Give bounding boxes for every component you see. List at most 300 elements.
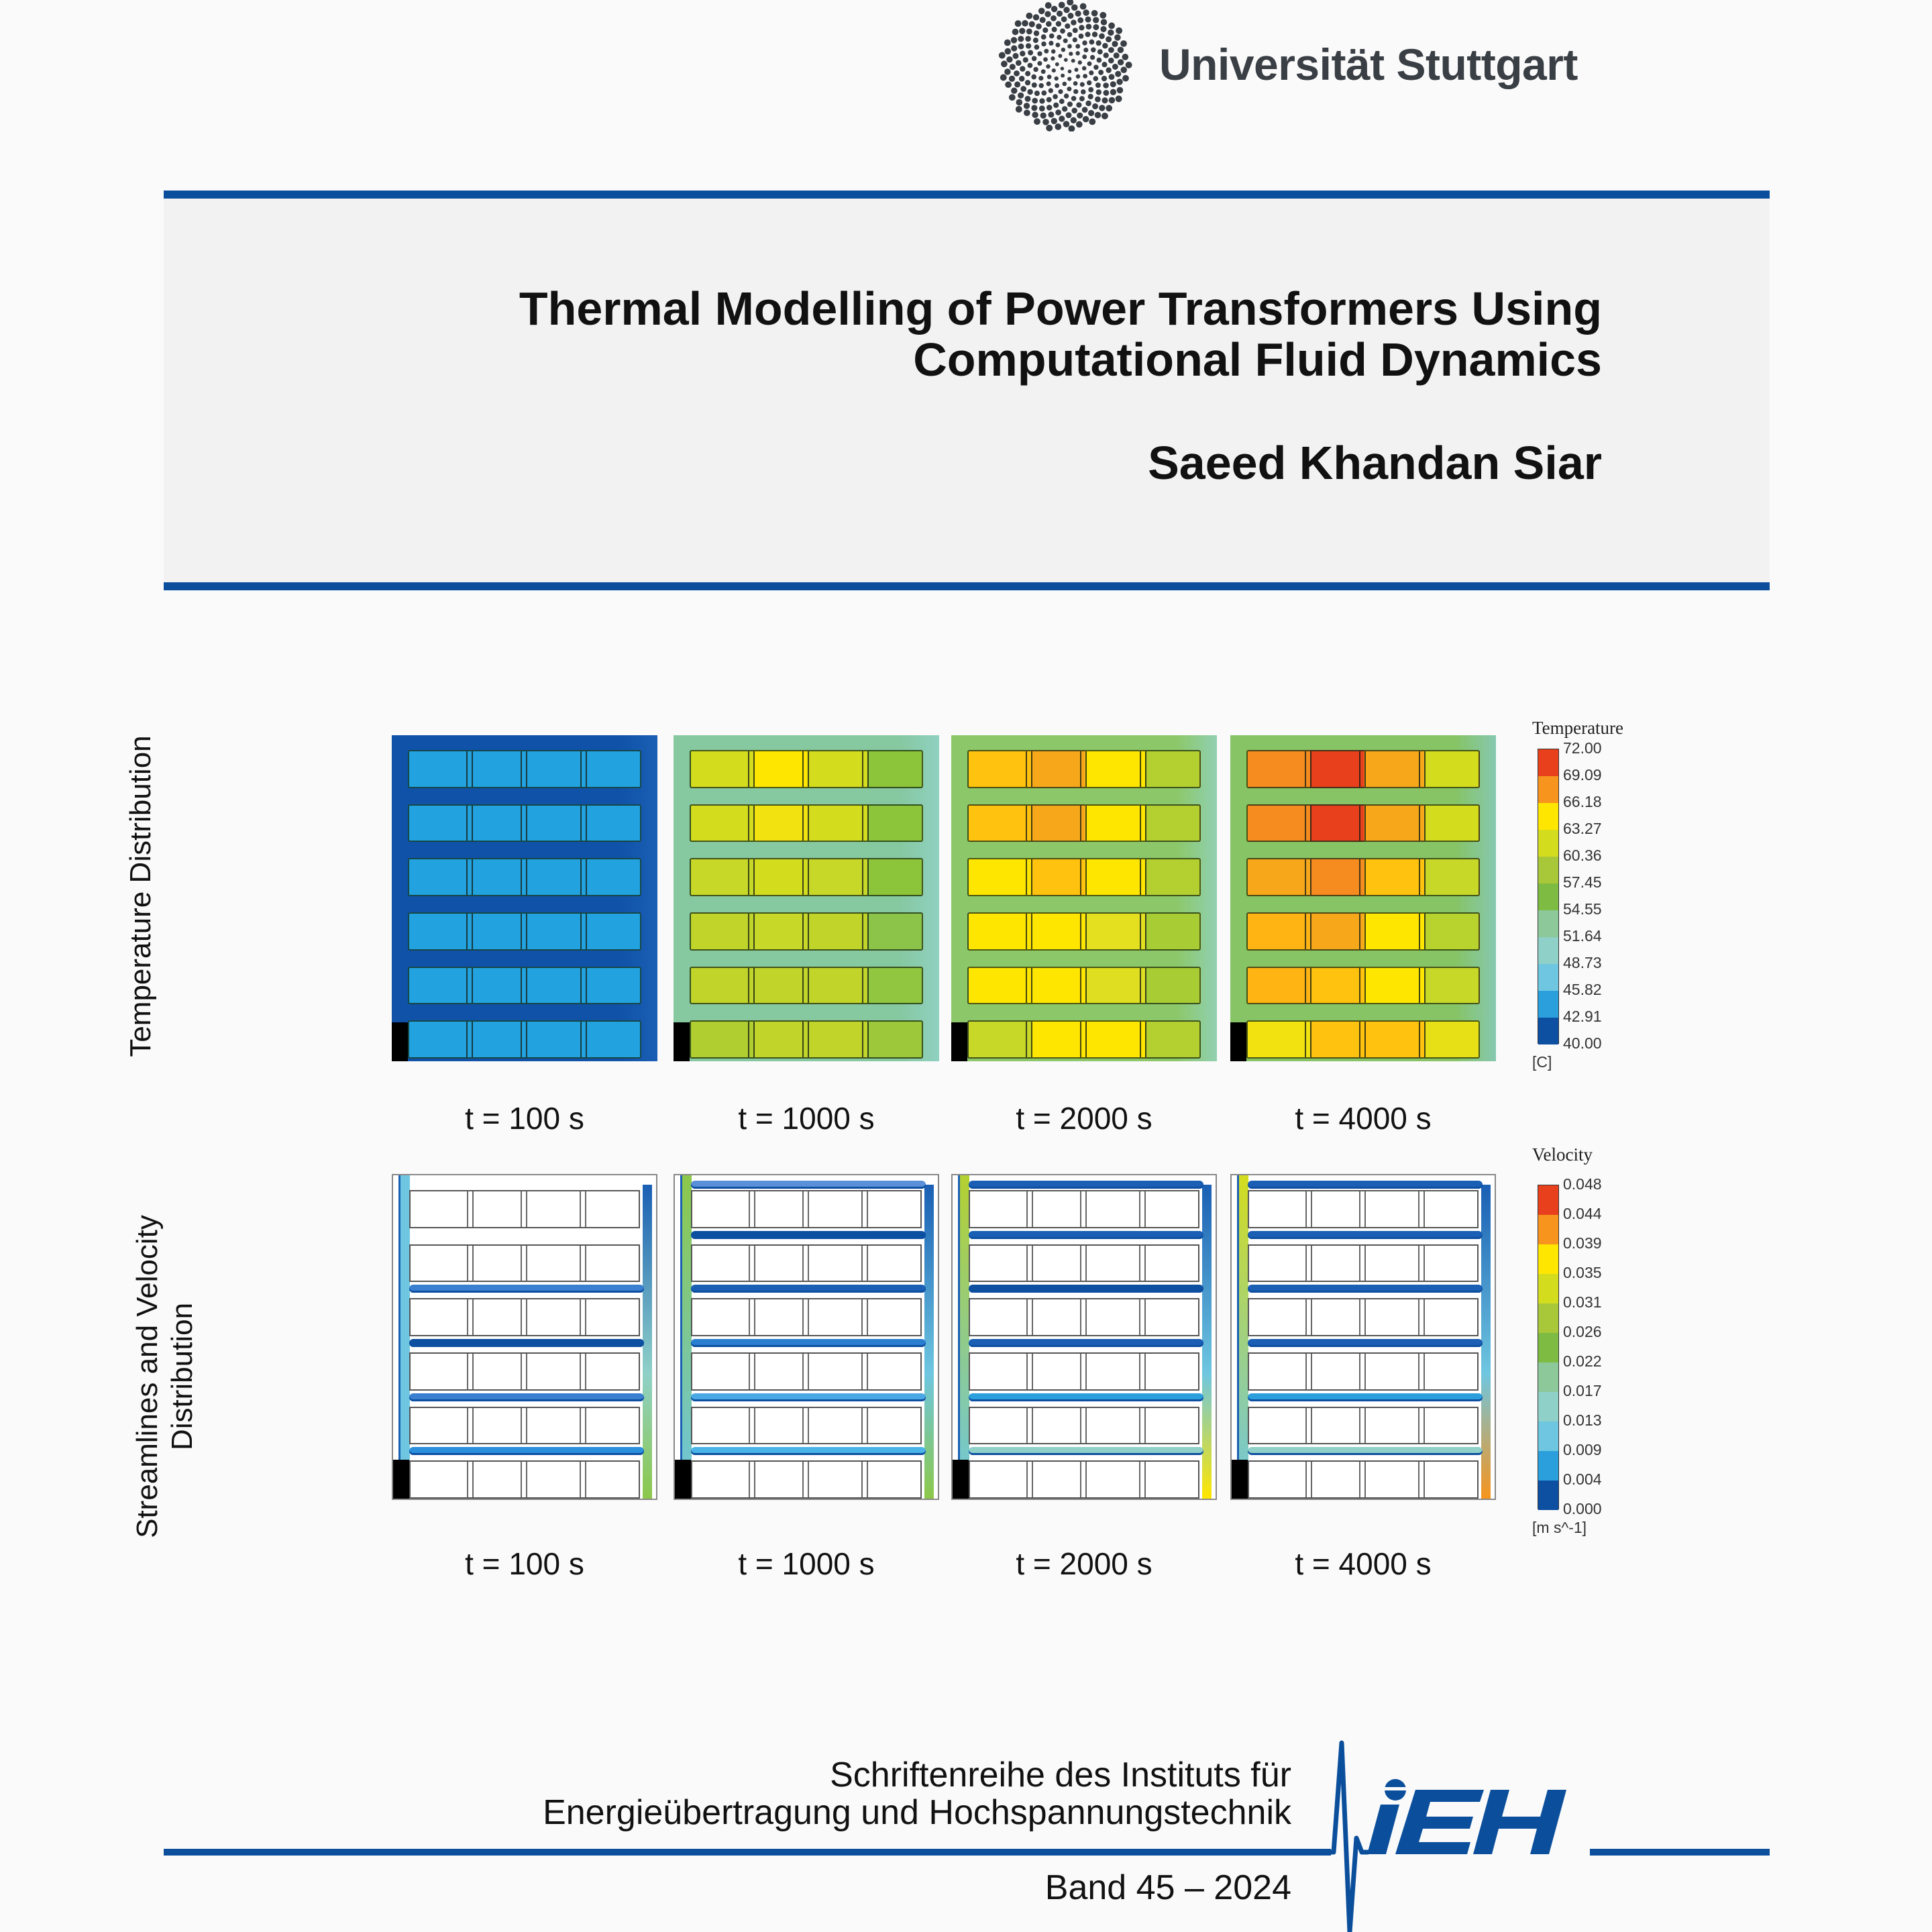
conductor-divider [1085, 1191, 1087, 1227]
winding-disc [409, 1244, 640, 1283]
conductor-divider [867, 1299, 868, 1335]
winding-disc [691, 1460, 922, 1499]
conductor-divider [580, 1354, 581, 1389]
winding-disc [691, 1190, 922, 1228]
conductor-divider [1085, 1299, 1087, 1335]
conductor-divider [808, 1299, 809, 1335]
conductor-divider [802, 1299, 804, 1335]
conductor-divider [1032, 1299, 1033, 1335]
conductor-divider [521, 914, 522, 949]
conductor-divider [1085, 1462, 1087, 1497]
colorbar-segment [1538, 937, 1558, 964]
conductor-divider [1359, 1408, 1360, 1444]
conductor-divider [586, 751, 587, 787]
colorbar-tick-label: 0.022 [1563, 1352, 1602, 1370]
conductor-divider [808, 968, 809, 1004]
conductor-divider [1031, 859, 1032, 895]
conductor-divider [1032, 1246, 1033, 1281]
conductor-divider [1424, 751, 1426, 787]
series-line-1: Schriftenreihe des Instituts für [830, 1756, 1291, 1794]
author-name: Saeed Khandan Siar [1148, 437, 1602, 489]
conductor-divider [521, 751, 522, 787]
time-label: t = 1000 s [738, 1546, 875, 1581]
conductor-divider [1419, 1022, 1420, 1057]
conductor-divider [862, 1022, 863, 1057]
colorbar-segment [1538, 1244, 1558, 1274]
time-label: t = 2000 s [1016, 1101, 1152, 1136]
winding-disc [408, 912, 641, 951]
conductor-divider [521, 1408, 522, 1444]
conductor-divider [1144, 1246, 1146, 1281]
conductor-divider [472, 1462, 474, 1497]
conductor-divider [1359, 751, 1360, 787]
conductor-divider [1080, 859, 1081, 895]
conductor-divider [1026, 1299, 1028, 1335]
conductor-divider [1080, 806, 1081, 841]
winding-disc [967, 858, 1201, 896]
conductor-divider [1419, 859, 1420, 895]
conductor-divider [1311, 1246, 1312, 1281]
colorbar-segment [1538, 1362, 1558, 1392]
colorbar-segment [1538, 1274, 1558, 1303]
conductor-divider [466, 859, 468, 895]
conductor-divider [1145, 914, 1146, 949]
conductor-divider [808, 914, 809, 949]
conductor-divider [1026, 968, 1027, 1004]
radial-duct-flow [409, 1285, 644, 1293]
conductor-divider [748, 859, 749, 895]
conductor-divider [867, 914, 869, 949]
conductor-divider [748, 806, 749, 841]
conductor-divider [580, 1408, 581, 1444]
conductor-divider [808, 1191, 809, 1227]
conductor-divider [1145, 859, 1146, 895]
conductor-divider [585, 1191, 586, 1227]
conductor-divider [1311, 1354, 1312, 1389]
conductor-divider [1419, 806, 1420, 841]
conductor-divider [1085, 914, 1087, 949]
conductor-divider [1424, 968, 1426, 1004]
colorbar-segment [1538, 1421, 1558, 1451]
conductor-divider [1031, 751, 1032, 787]
winding-disc [1248, 1190, 1479, 1228]
conductor-divider [526, 806, 527, 841]
winding-disc [969, 1460, 1199, 1499]
conductor-divider [472, 1246, 474, 1281]
conductor-divider [861, 1462, 863, 1497]
conductor-divider [467, 1462, 468, 1497]
conductor-divider [1080, 1408, 1081, 1444]
colorbar-segment [1538, 776, 1558, 803]
conductor-divider [1310, 806, 1311, 841]
conductor-divider [802, 1462, 804, 1497]
conductor-divider [521, 968, 522, 1004]
winding-disc [1248, 1407, 1479, 1445]
conductor-divider [521, 1462, 522, 1497]
conductor-divider [808, 1408, 809, 1444]
radial-duct-flow [1248, 1447, 1483, 1455]
colorbar-segment [1538, 1303, 1558, 1333]
conductor-divider [861, 1191, 863, 1227]
conductor-divider [861, 1354, 863, 1389]
conductor-divider [749, 1299, 750, 1335]
row-label-temperature: Temperature Distribution [124, 735, 157, 1057]
winding-disc [967, 804, 1201, 843]
conductor-divider [1085, 1246, 1087, 1281]
radial-duct-flow [691, 1339, 926, 1347]
conductor-divider [1144, 1462, 1146, 1497]
conductor-divider [1310, 859, 1311, 895]
colorbar-segment [1538, 830, 1558, 857]
conductor-divider [1026, 1354, 1028, 1389]
winding-disc [409, 1298, 640, 1336]
conductor-divider [1305, 859, 1306, 895]
conductor-divider [753, 859, 755, 895]
conductor-divider [586, 914, 587, 949]
conductor-divider [466, 914, 468, 949]
conductor-divider [1364, 1408, 1366, 1444]
conductor-divider [1145, 751, 1146, 787]
conductor-divider [748, 751, 749, 787]
conductor-divider [521, 1354, 522, 1389]
colorbar-tick-label: 0.004 [1563, 1470, 1602, 1488]
colorbar-segment [1538, 803, 1558, 830]
conductor-divider [754, 1299, 755, 1335]
radial-duct-flow [691, 1181, 926, 1189]
conductor-divider [1080, 1462, 1081, 1497]
conductor-divider [862, 914, 863, 949]
colorbar-tick-label: 0.048 [1563, 1175, 1602, 1193]
winding-disc [969, 1352, 1199, 1391]
winding-disc [1248, 1460, 1479, 1499]
radial-duct-flow [969, 1447, 1203, 1455]
conductor-divider [808, 1354, 809, 1389]
conductor-divider [753, 968, 755, 1004]
conductor-divider [1424, 1299, 1425, 1335]
conductor-divider [808, 806, 809, 841]
legend-title: Velocity [1532, 1144, 1593, 1165]
book-title [519, 283, 1602, 385]
conductor-divider [808, 1246, 809, 1281]
conductor-divider [586, 806, 587, 841]
row-label-velocity-line-1: Streamlines and Velocity [131, 1215, 164, 1538]
colorbar-tick-label: 40.00 [1563, 1034, 1602, 1052]
conductor-divider [753, 806, 755, 841]
conductor-divider [466, 1022, 468, 1057]
radial-duct-flow [969, 1231, 1203, 1239]
inlet-block [392, 1022, 408, 1061]
conductor-divider [1031, 1022, 1032, 1057]
winding-disc [967, 967, 1201, 1005]
conductor-divider [1419, 751, 1420, 787]
conductor-divider [867, 968, 869, 1004]
winding-disc [408, 967, 641, 1005]
conductor-divider [1424, 1462, 1425, 1497]
conductor-divider [1140, 914, 1141, 949]
time-label: t = 4000 s [1295, 1101, 1432, 1136]
winding-disc [1246, 804, 1480, 843]
conductor-divider [1424, 1191, 1425, 1227]
colorbar-tick-label: 0.017 [1563, 1382, 1602, 1399]
conductor-divider [1145, 806, 1146, 841]
conductor-divider [749, 1408, 750, 1444]
conductor-divider [1310, 1022, 1311, 1057]
conductor-divider [802, 1022, 804, 1057]
conductor-divider [472, 1299, 474, 1335]
conductor-divider [1418, 1354, 1419, 1389]
conductor-divider [1418, 1299, 1419, 1335]
conductor-divider [808, 1462, 809, 1497]
conductor-divider [472, 914, 473, 949]
winding-disc [967, 750, 1201, 788]
conductor-divider [862, 968, 863, 1004]
conductor-divider [1305, 1191, 1307, 1227]
conductor-divider [1032, 1462, 1033, 1497]
conductor-divider [1305, 751, 1306, 787]
conductor-divider [1031, 914, 1032, 949]
conductor-divider [1080, 1191, 1081, 1227]
winding-disc [691, 1244, 922, 1283]
conductor-divider [867, 1022, 869, 1057]
colorbar-tick-label: 0.031 [1563, 1293, 1602, 1311]
colorbar-tick-label: 0.044 [1563, 1205, 1602, 1222]
university-name: Universität Stuttgart [1159, 40, 1578, 89]
colorbar [1538, 749, 1559, 1044]
conductor-divider [1364, 1022, 1366, 1057]
conductor-divider [585, 1354, 586, 1389]
colorbar-tick-label: 0.039 [1563, 1234, 1602, 1252]
winding-disc [408, 858, 641, 896]
conductor-divider [1359, 859, 1360, 895]
conductor-divider [754, 1462, 755, 1497]
conductor-divider [1359, 1022, 1360, 1057]
conductor-divider [1080, 1246, 1081, 1281]
conductor-divider [1364, 751, 1366, 787]
conductor-divider [1026, 1462, 1028, 1497]
conductor-divider [753, 751, 755, 787]
conductor-divider [1140, 968, 1141, 1004]
colorbar-tick-label: 48.73 [1563, 954, 1602, 971]
conductor-divider [862, 751, 863, 787]
radial-duct-flow [691, 1231, 926, 1239]
conductor-divider [467, 1299, 468, 1335]
conductor-divider [867, 1191, 868, 1227]
conductor-divider [1424, 1246, 1425, 1281]
inlet-block [951, 1022, 967, 1061]
book-title-line-1: Thermal Modelling of Power Transformers Using [519, 282, 1602, 335]
conductor-divider [1364, 1191, 1366, 1227]
conductor-divider [1305, 1408, 1307, 1444]
radial-duct-flow [1248, 1393, 1483, 1401]
title-band-bottom-rule [164, 582, 1770, 590]
conductor-divider [467, 1191, 468, 1227]
conductor-divider [808, 1022, 809, 1057]
conductor-divider [753, 1022, 755, 1057]
time-label: t = 100 s [465, 1101, 584, 1136]
right-axial-flow [643, 1185, 652, 1499]
colorbar-segment [1538, 1185, 1558, 1215]
conductor-divider [1310, 968, 1311, 1004]
conductor-divider [1424, 1408, 1425, 1444]
conductor-divider [466, 806, 468, 841]
conductor-divider [1418, 1191, 1419, 1227]
conductor-divider [1145, 1022, 1146, 1057]
colorbar-tick-label: 0.000 [1563, 1500, 1602, 1517]
conductor-divider [1032, 1408, 1033, 1444]
conductor-divider [1305, 1022, 1306, 1057]
conductor-divider [802, 751, 804, 787]
colorbar-tick-label: 63.27 [1563, 820, 1602, 837]
conductor-divider [1359, 1246, 1360, 1281]
conductor-divider [580, 1022, 582, 1057]
radial-duct-flow [969, 1181, 1203, 1189]
velocity-panel [392, 1174, 657, 1500]
winding-disc [1248, 1352, 1479, 1391]
colorbar-tick-label: 72.00 [1563, 739, 1602, 757]
conductor-divider [1026, 1408, 1028, 1444]
colorbar [1538, 1185, 1559, 1509]
conductor-divider [585, 1246, 586, 1281]
winding-disc [691, 1298, 922, 1336]
conductor-divider [1364, 968, 1366, 1004]
conductor-divider [586, 859, 587, 895]
conductor-divider [748, 914, 749, 949]
conductor-divider [580, 806, 582, 841]
winding-disc [690, 1020, 923, 1059]
winding-disc [690, 858, 923, 896]
row-label-velocity [130, 1195, 200, 1558]
conductor-divider [1418, 1462, 1419, 1497]
conductor-divider [1310, 914, 1311, 949]
radial-duct-flow [1248, 1181, 1483, 1189]
conductor-divider [749, 1191, 750, 1227]
winding-disc [1246, 912, 1480, 951]
winding-disc [1246, 750, 1480, 788]
colorbar-segment [1538, 1392, 1558, 1421]
conductor-divider [862, 806, 863, 841]
conductor-divider [467, 1246, 468, 1281]
conductor-divider [1305, 1299, 1307, 1335]
velocity-panel [951, 1174, 1217, 1500]
conductor-divider [1424, 914, 1426, 949]
conductor-divider [526, 1191, 527, 1227]
colorbar-tick-label: 45.82 [1563, 981, 1602, 998]
colorbar-tick-label: 60.36 [1563, 847, 1602, 864]
conductor-divider [1031, 968, 1032, 1004]
conductor-divider [1140, 806, 1141, 841]
conductor-divider [1026, 859, 1027, 895]
conductor-divider [748, 968, 749, 1004]
winding-disc [1246, 967, 1480, 1005]
right-axial-flow [1481, 1185, 1491, 1499]
colorbar-segment [1538, 857, 1558, 883]
radial-duct-flow [1248, 1285, 1483, 1293]
colorbar-segment [1538, 964, 1558, 991]
radial-duct-flow [691, 1285, 926, 1293]
conductor-divider [867, 806, 869, 841]
conductor-divider [1085, 1408, 1087, 1444]
winding-disc [409, 1407, 640, 1445]
university-dot-logo-icon [998, 0, 1132, 131]
conductor-divider [580, 859, 582, 895]
conductor-divider [1085, 968, 1087, 1004]
colorbar-segment [1538, 1333, 1558, 1362]
winding-disc [1246, 1020, 1480, 1059]
conductor-divider [1026, 751, 1027, 787]
conductor-divider [1359, 1354, 1360, 1389]
conductor-divider [1026, 1246, 1028, 1281]
ieh-logo-icon [1315, 1737, 1650, 1932]
series-line-2: Energieübertragung und Hochspannungstechnik [543, 1793, 1291, 1832]
conductor-divider [749, 1354, 750, 1389]
conductor-divider [1364, 859, 1366, 895]
conductor-divider [1424, 1354, 1425, 1389]
conductor-divider [472, 859, 473, 895]
conductor-divider [472, 806, 473, 841]
conductor-divider [580, 1191, 581, 1227]
conductor-divider [585, 1462, 586, 1497]
colorbar-segment [1538, 1215, 1558, 1244]
winding-disc [969, 1244, 1199, 1283]
conductor-divider [1364, 1354, 1366, 1389]
conductor-divider [472, 968, 473, 1004]
conductor-divider [1032, 1191, 1033, 1227]
conductor-divider [526, 968, 527, 1004]
conductor-divider [1139, 1408, 1140, 1444]
conductor-divider [1305, 1462, 1307, 1497]
conductor-divider [1305, 1354, 1307, 1389]
conductor-divider [1419, 914, 1420, 949]
conductor-divider [1085, 859, 1087, 895]
conductor-divider [753, 914, 755, 949]
winding-disc [1248, 1298, 1479, 1336]
right-axial-flow [924, 1185, 934, 1499]
title-band [164, 191, 1770, 585]
conductor-divider [1419, 968, 1420, 1004]
conductor-divider [1139, 1299, 1140, 1335]
conductor-divider [1145, 968, 1146, 1004]
footer-rule-left [164, 1849, 1331, 1856]
conductor-divider [1031, 806, 1032, 841]
conductor-divider [526, 1354, 527, 1389]
conductor-divider [580, 1299, 581, 1335]
conductor-divider [1080, 751, 1081, 787]
radial-duct-flow [691, 1393, 926, 1401]
conductor-divider [466, 751, 468, 787]
colorbar-tick-label: 0.035 [1563, 1264, 1602, 1281]
conductor-divider [1359, 1191, 1360, 1227]
conductor-divider [1139, 1354, 1140, 1389]
conductor-divider [754, 1354, 755, 1389]
conductor-divider [1311, 1408, 1312, 1444]
colorbar-tick-label: 0.013 [1563, 1411, 1602, 1429]
conductor-divider [867, 859, 869, 895]
conductor-divider [1364, 1246, 1366, 1281]
conductor-divider [585, 1299, 586, 1335]
conductor-divider [748, 1022, 749, 1057]
conductor-divider [1026, 1022, 1027, 1057]
conductor-divider [1364, 914, 1366, 949]
volume-label: Band 45 – 2024 [1044, 1868, 1291, 1907]
conductor-divider [472, 1191, 474, 1227]
conductor-divider [1305, 968, 1306, 1004]
conductor-divider [802, 806, 804, 841]
winding-disc [408, 1020, 641, 1059]
conductor-divider [1085, 751, 1087, 787]
time-label: t = 1000 s [738, 1101, 875, 1136]
conductor-divider [1140, 751, 1141, 787]
velocity-panel [1230, 1174, 1496, 1500]
